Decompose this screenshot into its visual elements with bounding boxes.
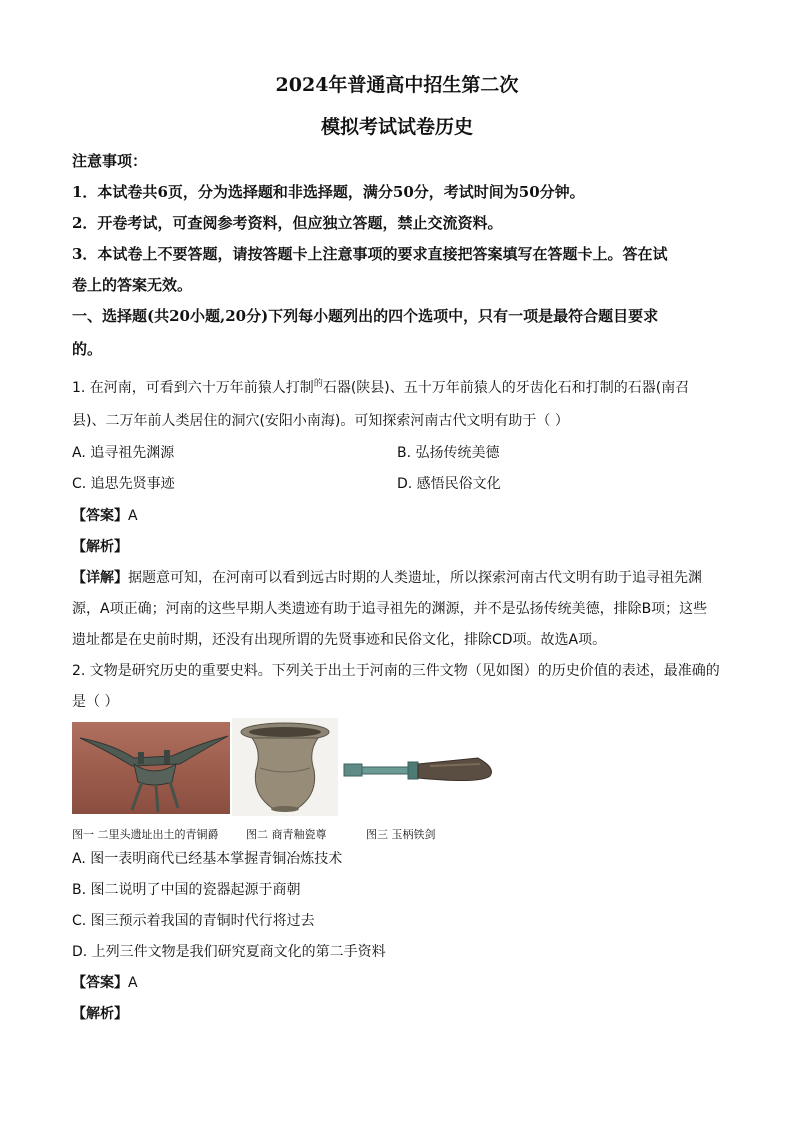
q2-option-a: A. 图一表明商代已经基本掌握青铜冶炼技术: [72, 851, 343, 867]
exam-title-line-2: 模拟考试试卷历史: [320, 116, 473, 138]
q2-analysis-tag: 【解析】: [72, 1006, 128, 1022]
q1-option-b: B. 弘扬传统美德: [397, 445, 500, 461]
q1-stem-superscript: 的: [313, 379, 323, 389]
q1-stem-line-1: [72, 376, 689, 397]
q2-answer-value: A: [128, 975, 138, 991]
note-item-3-line-2: 卷上的答案无效。: [72, 276, 193, 294]
q2-answer: [72, 972, 138, 992]
section-heading-line-1: 一、选择题(共20小题,20分)下列每小题列出的四个选项中，只有一项是最符合题目要求: [72, 307, 659, 325]
q1-answer: [72, 505, 138, 525]
celadon-zun-drawing: [232, 718, 338, 816]
q1-detail-line-3: 遗址都是在史前时期，还没有出现所谓的先贤事迹和民俗文化，排除CD项。故选A项。: [72, 632, 607, 648]
note-item-2: 2．开卷考试，可查阅参考资料，但应独立答题，禁止交流资料。: [72, 214, 503, 232]
figure-jade-iron-sword: [340, 748, 496, 796]
caption-figure-1: 图一 二里头遗址出土的青铜爵: [72, 828, 219, 841]
q2-option-b: B. 图二说明了中国的瓷器起源于商朝: [72, 882, 301, 898]
q2-option-c: C. 图三预示着我国的青铜时代行将过去: [72, 913, 315, 929]
bronze-jue-drawing: [72, 722, 230, 814]
q1-analysis-tag: 【解析】: [72, 539, 128, 555]
q2-stem-line-2: 是（ ）: [72, 694, 119, 710]
q1-option-c: C. 追思先贤事迹: [72, 476, 175, 492]
q2-answer-tag: 【答案】: [72, 975, 128, 991]
q1-answer-tag: 【答案】: [72, 508, 128, 524]
q1-detail-line-2: 源，A项正确；河南的这些早期人类遗迹有助于追寻祖先的渊源，并不是弘扬传统美德，排除B项；这些: [72, 601, 708, 617]
caption-figure-3: 图三 玉柄铁剑: [366, 828, 436, 841]
q2-stem-line-1: 2. 文物是研究历史的重要史料。下列关于出土于河南的三件文物（见如图）的历史价值的表述，最准确的: [72, 663, 720, 679]
exam-title-line-1: 2024年普通高中招生第二次: [275, 74, 519, 96]
section-heading-line-2: 的。: [72, 340, 103, 358]
note-item-3-line-1: 3．本试卷上不要答题，请按答题卡上注意事项的要求直接把答案填写在答题卡上。答在试: [72, 245, 668, 263]
q1-stem-part-1: 1. 在河南，可看到六十万年前猿人打制: [72, 380, 314, 396]
q1-option-d: D. 感悟民俗文化: [397, 476, 501, 492]
q2-option-d: D. 上列三件文物是我们研究夏商文化的第二手资料: [72, 944, 386, 960]
q1-stem-part-2: 石器(陕县)、五十万年前猿人的牙齿化石和打制的石器(南召: [322, 380, 690, 396]
figure-celadon-zun: [232, 718, 338, 816]
figure-bronze-jue: [72, 722, 230, 814]
jade-iron-sword-drawing: [340, 748, 496, 796]
q1-stem-line-2: 县)、二万年前人类居住的洞穴(安阳小南海)。可知探索河南古代文明有助于（ ）: [72, 413, 569, 429]
q1-answer-value: A: [128, 508, 138, 524]
q1-option-a: A. 追寻祖先渊源: [72, 445, 175, 461]
note-item-1: 1．本试卷共6页，分为选择题和非选择题，满分50分，考试时间为50分钟。: [72, 183, 585, 201]
q1-detail-text-1: 据题意可知，在河南可以看到远古时期的人类遗址，所以探索河南古代文明有助于追寻祖先渊: [128, 570, 702, 586]
caption-figure-2: 图二 商青釉瓷尊: [246, 828, 327, 841]
q1-detail-tag: 【详解】: [72, 570, 128, 586]
q1-detail-line-1: [72, 567, 702, 587]
notes-heading: 注意事项：: [72, 152, 148, 170]
